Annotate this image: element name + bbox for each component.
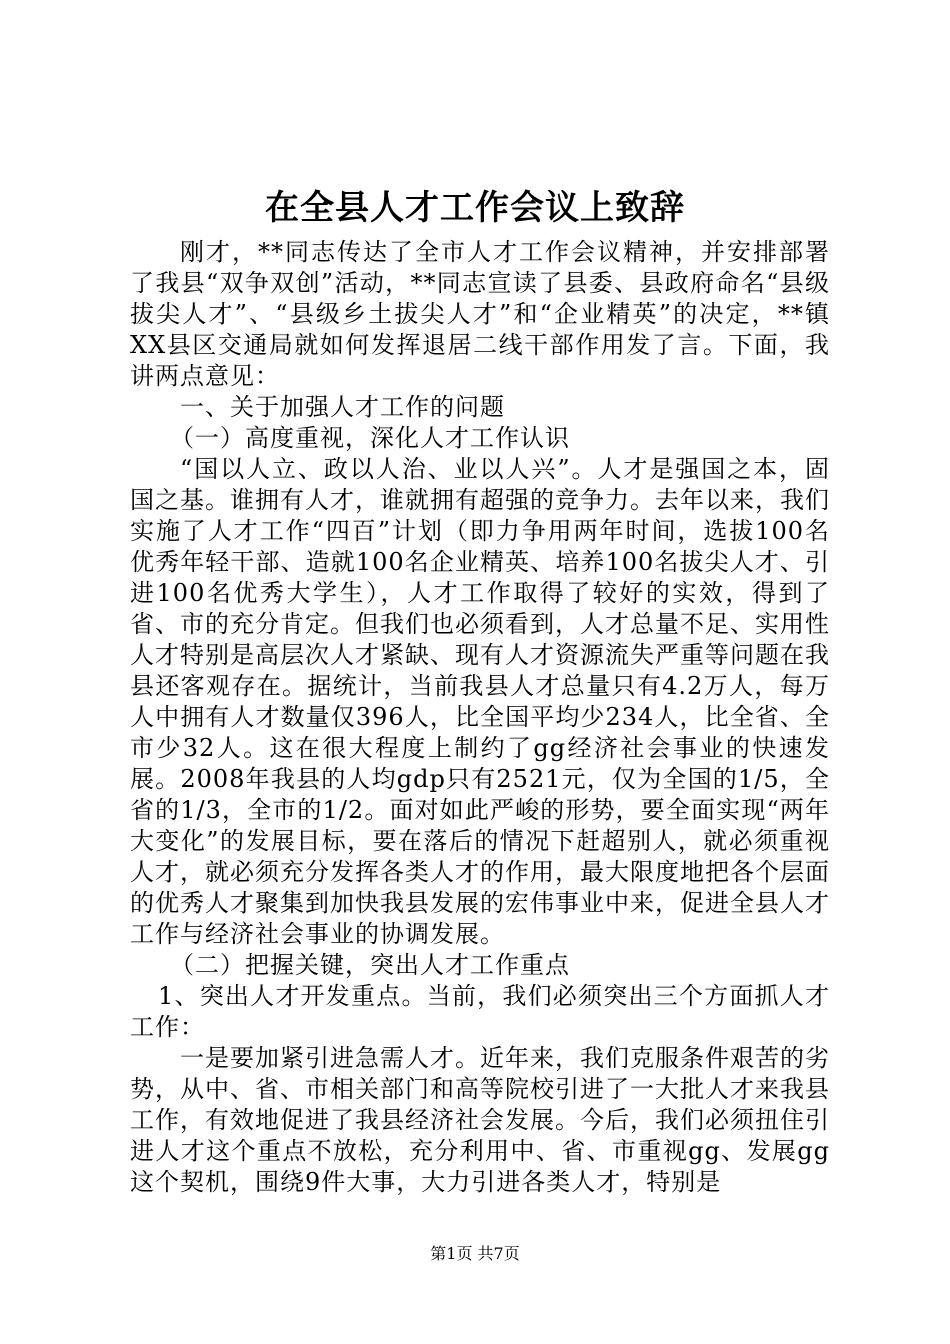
page-footer: 第1页 共7页 [430, 1244, 520, 1263]
document-body [130, 237, 830, 1198]
paragraph-talent-importance: “国以人立、政以人治、业以人兴”。人才是强国之本，固国之基。谁拥有人才，谁就拥有超强的竞争力。去年以来，我们实施了人才工作“四百”计划（即力争用两年时间，选拔100名优秀年轻干部、造就100名企业精英、培养100名拔尖人才、引进100名优秀大学生），人才工作取得了较好的实效，得到了省、市的充分肯定。但我们也必须看到，人才总量不足、实用性人才特别是高层次人才紧缺、现有人才资源流失严重等问题在我县还客观存在。据统计，当前我县人才总量只有4.2万人，每万人中拥有人才数量仅396人，比全国平均少234人，比全省、全市少32人。这在很大程度上制约了gg经济社会事业的快速发展。2008年我县的人均gdp只有2521元，仅为全国的1/5，全省的1/3，全市的1/2。面对如此严峻的形势，要全面实现“两年大变化”的发展目标，要在落后的情况下赶超别人，就必须重视人才，就必须充分发挥各类人才的作用，最大限度地把各个层面的优秀人才聚集到加快我县发展的宏伟事业中来，促进全县人才工作与经济社会事业的协调发展。 [130, 455, 830, 948]
subsection-heading-2: （二）把握关键，突出人才工作重点 [170, 951, 570, 979]
section-heading-1: 一、关于加强人才工作的问题 [180, 393, 505, 421]
subsection-heading-1: （一）高度重视，深化人才工作认识 [170, 424, 570, 452]
paragraph-introduce-talent: 一是要加紧引进急需人才。近年来，我们克服条件艰苦的劣势，从中、省、市相关部门和高等院校引进了一大批人才来我县工作，有效地促进了我县经济社会发展。今后，我们必须扭住引进人才这个重点不放松，充分利用中、省、市重视gg、发展gg这个契机，围绕9件大事，大力引进各类人才，特别是 [130, 1044, 830, 1196]
paragraph-talent-focus: 1、突出人才开发重点。当前，我们必须突出三个方面抓人才工作： [130, 982, 830, 1041]
document-title: 在全县人才工作会议上致辞 [265, 188, 685, 228]
paragraph-opening: 刚才，**同志传达了全市人才工作会议精神，并安排部署了我县“双争双创”活动，**同志宣读了县委、县政府命名“县级拔尖人才”、“县级乡土拔尖人才”和“企业精英”的决定，**镇XX县区交通局就如何发挥退居二线干部作用发了言。下面，我讲两点意见： [130, 238, 830, 390]
